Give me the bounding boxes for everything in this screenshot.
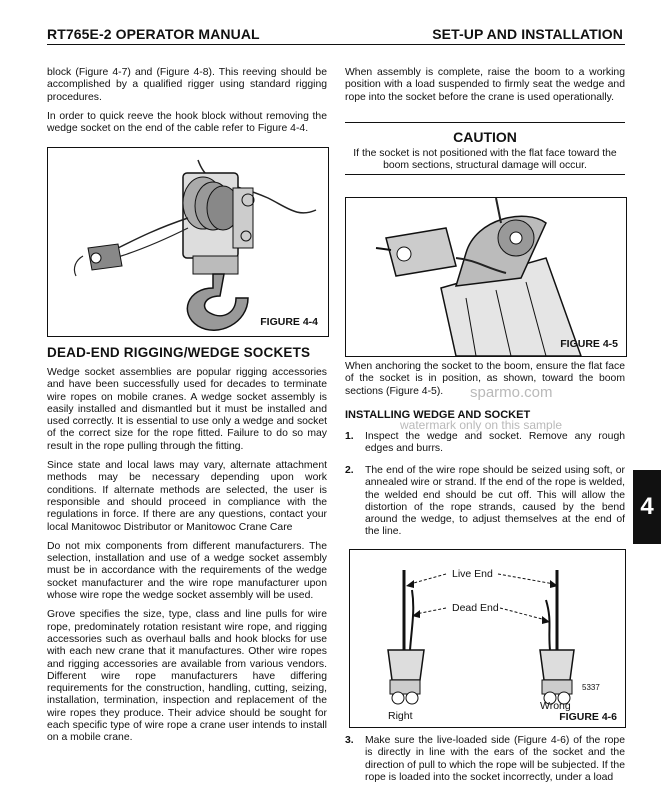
- figure-4-6: [349, 549, 626, 728]
- caution-rule-bottom: [345, 174, 625, 175]
- section-heading: DEAD-END RIGGING/WEDGE SOCKETS: [47, 345, 311, 360]
- step-number: 3.: [345, 735, 354, 746]
- caution-text: If the socket is not positioned with the flat face toward the boom sections, structural damage will occur.: [353, 148, 617, 172]
- watermark-site: sparmo.com: [470, 384, 553, 401]
- paragraph: Grove specifies the size, type, class and line pulls for wire rope, predominately rotation resistant wire rope, and rigging accessories such as overhaul balls and hook blocks for use with each new crane that it manufactures. Other wire ropes and rigging accessories are available from various vendors. Different wire rope manufacturers have differing requirements for the construction, handling, cutting, seizing, installation, termination, inspection and replacement of the wire ropes they produce. Their advice should be sought for each specific type of wire rope a crane user intends to install on a mobile crane.: [47, 609, 327, 744]
- dead-end-label: Dead End: [452, 602, 499, 614]
- paragraph: Wedge socket assemblies are popular rigging accessories and have been successfully used for decades to terminate wire ropes on mobile cranes. A wedge socket assembly is easily installed and dismantled but it must be installed and used correctly. It is essential to use only a wedge and socket of the correct size for the rope fitted. Failure to do so may result in the rope pulling through the fitting.: [47, 367, 327, 452]
- right-label: Right: [388, 710, 413, 722]
- paragraph: In order to quick reeve the hook block without removing the wedge socket on the end of the cable refer to Figure 4-4.: [47, 110, 327, 135]
- step-1: [345, 431, 625, 456]
- caution-rule-top: [345, 122, 625, 123]
- figure-4-5: [345, 197, 627, 357]
- figure-4-5-caption: When anchoring the socket to the boom, ensure the flat face of the socket is in position, as shown, toward the boom sections (Figure 4-5).: [345, 361, 625, 397]
- caution-title: CAUTION: [453, 129, 517, 145]
- paragraph: Do not mix components from different manufacturers. The selection, installation and use of a wedge socket assembly must be in accordance with the requirements of the wedge socket manufacturer and the wire rope manufacturer upon whose wire rope the wedge socket assembly will be used.: [47, 540, 327, 602]
- step-text: Make sure the live-loaded side (Figure 4-6) of the rope is directly in line with the ears of the socket and the direction of pull to which the rope will be subjected. If the rope is loaded into the socket incorrectly, under a load: [365, 735, 625, 783]
- wrong-label: Wrong: [540, 700, 571, 712]
- hook-block-illustration: [48, 148, 328, 336]
- subheading: INSTALLING WEDGE AND SOCKET: [345, 409, 531, 421]
- step-number: 1.: [345, 431, 354, 442]
- figure-4-5-label: FIGURE 4-5: [560, 338, 618, 350]
- step-2: [345, 465, 625, 539]
- right-column-top: [345, 67, 625, 111]
- paragraph: When assembly is complete, raise the boom to a working position with a load suspended to firmly seat the wedge and rope into the socket before the crane is used operationally.: [345, 67, 625, 103]
- left-column-top: [47, 67, 327, 142]
- live-end-label: Live End: [452, 568, 493, 580]
- section-title: SET-UP AND INSTALLATION: [432, 26, 623, 42]
- left-column-bottom: [47, 367, 327, 752]
- figure-4-4-label: FIGURE 4-4: [260, 316, 318, 328]
- step-number: 2.: [345, 465, 354, 476]
- watermark-note: watermark only on this sample: [400, 418, 563, 432]
- step-3: [345, 735, 625, 784]
- paragraph: Since state and local laws may vary, alternate attachment methods may be necessary depending upon work conditions. If alternate methods are selected, the user is responsible and should proceed in compliance with the regulations in force. If there are any questions, contact your local Manitowoc Distributor or Manitowoc Crane Care: [47, 460, 327, 533]
- step-text: Inspect the wedge and socket. Remove any rough edges and burrs.: [365, 431, 625, 455]
- step-text: The end of the wire rope should be seized using soft, or annealed wire or strand. If the end of the rope is welded, the welded end should be cut off. This will allow the distortion of the rope strands, caused by the bend around the wedge, to adjust themselves at the end of the line.: [365, 465, 625, 538]
- header-rule: [47, 44, 625, 45]
- paragraph: block (Figure 4-7) and (Figure 4-8). This reeving should be accomplished by a qualified rigger using standard rigging procedures.: [47, 67, 327, 103]
- manual-title: RT765E-2 OPERATOR MANUAL: [47, 26, 260, 42]
- figure-code: 5337: [582, 683, 600, 692]
- figure-4-6-label: FIGURE 4-6: [559, 711, 617, 723]
- boom-socket-illustration: [346, 198, 626, 356]
- chapter-tab: 4: [633, 470, 661, 544]
- figure-4-4: [47, 147, 329, 337]
